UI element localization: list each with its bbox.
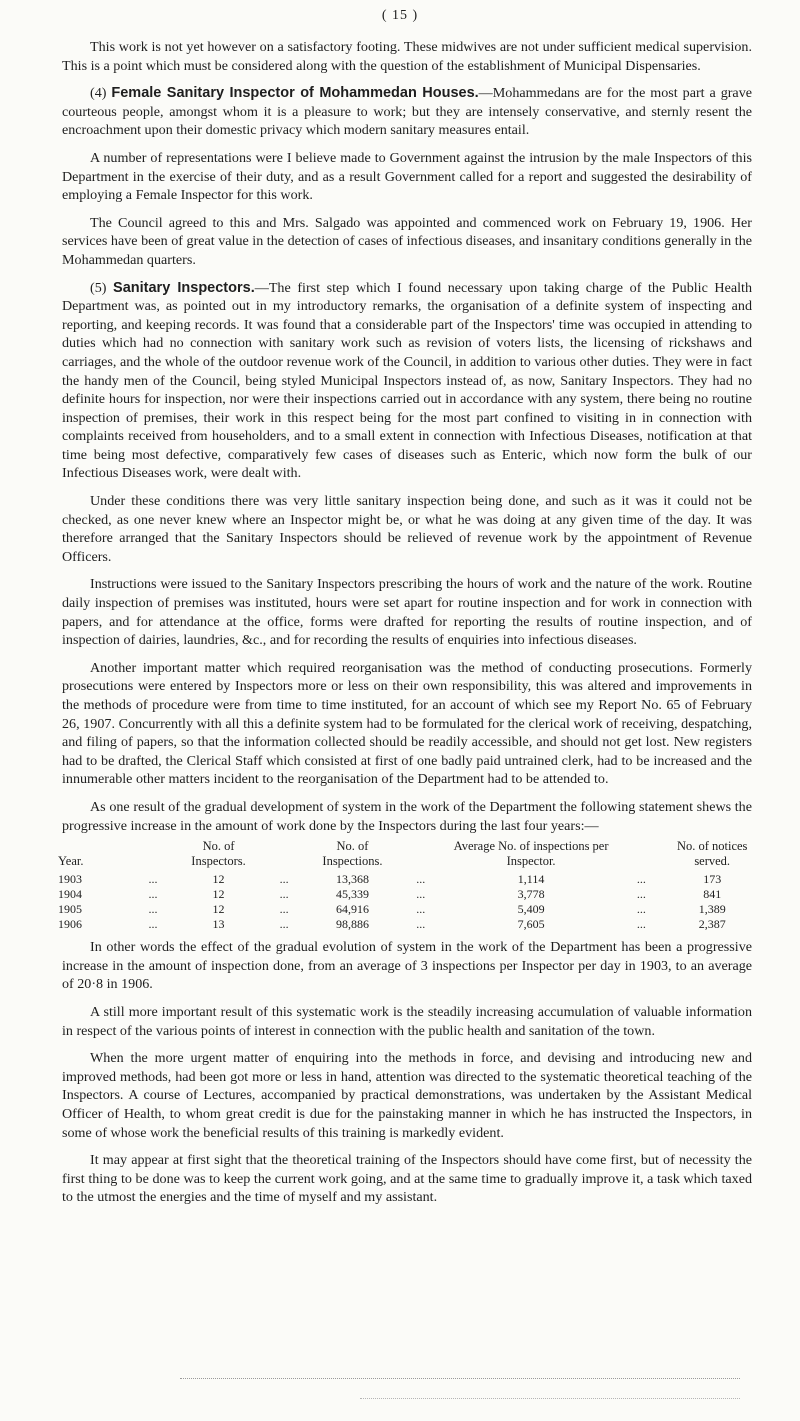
section-number: (5) bbox=[90, 279, 107, 296]
col-inspectors: No. of Inspectors. bbox=[191, 839, 246, 869]
print-smudge bbox=[360, 1398, 740, 1400]
section-number: (4) bbox=[90, 85, 107, 102]
cell-average: 1,114 bbox=[517, 872, 545, 887]
table-row bbox=[58, 917, 758, 932]
col-notices: No. of notices served. bbox=[676, 839, 748, 869]
cell-average: 5,409 bbox=[517, 902, 545, 917]
cell-year: 1906 bbox=[58, 917, 82, 932]
paragraph: The Council agreed to this and Mrs. Salgado was appointed and commenced work on February 19, 1906. Her services have been of great value in the detection of cases of infectious diseases, and insanitary conditions generally in the Mohammedan quarters. bbox=[62, 214, 752, 268]
section-heading: Sanitary Inspectors. bbox=[113, 279, 255, 296]
paragraph: This work is not yet however on a satisfactory footing. These midwives are not under sufficient medical supervision. This is a point which must be considered along with the question of the establishment of Municipal Dispensaries. bbox=[62, 39, 752, 74]
cell-notices: 173 bbox=[703, 872, 722, 887]
print-smudge bbox=[180, 1378, 740, 1380]
cell-inspectors: 12 bbox=[212, 887, 225, 902]
cell-inspections: 45,339 bbox=[335, 887, 369, 902]
leader-dots: ... bbox=[636, 902, 646, 917]
cell-year: 1903 bbox=[58, 872, 82, 887]
page-number: ( 15 ) bbox=[381, 8, 419, 23]
cell-notices: 1,389 bbox=[698, 902, 726, 917]
section-text: —Mohammedans are for the most part a grave courteous people, amongst whom it is a pleasure to work; but they are intensely conservative, and sternly resent the encroachment upon their domestic privacy which modern sanitary measures entail. bbox=[62, 85, 752, 139]
section-4 bbox=[62, 84, 752, 140]
section-5 bbox=[62, 279, 752, 484]
leader-dots: ... bbox=[416, 902, 426, 917]
table-row bbox=[58, 902, 758, 917]
table-header-row bbox=[58, 839, 758, 872]
paragraph: Under these conditions there was very little sanitary inspection being done, and such as it was it could not be checked, as one never knew where an Inspector might be, or what he was doing at any given time of the day. It was therefore arranged that the Sanitary Inspectors should be relieved of revenue work by the appointment of Revenue Officers. bbox=[62, 493, 752, 565]
section-text: —The first step which I found necessary upon taking charge of the Public Health Department was, as pointed out in my introductory remarks, the organisation of a definite system of inspecting and reporting, and keeping records. It was found that a considerable part of the Inspectors' time was occupied in attending to duties which had no connection with sanitary work such as revision of voters lists, the licensing of rickshaws and carriages, and the whole of the outdoor revenue work of the Council, in addition to various other duties. They were in fact the handy men of the Council, being styled Municipal Inspectors instead of, as now, Sanitary Inspectors. They had no definite hours for inspection, nor were their inspections carried out in accordance with any system, there being no routine inspection of premises, their work in this respect being for the most part confined to visiting in in connection with complaints received from householders, and to a small extent in connection with Infectious Diseases, notification at that time being most defective, comparatively few cases of diseases such as Enteric, which now form the bulk of our Infectious Diseases work, were dealt with. bbox=[62, 279, 752, 482]
col-inspections: No. of Inspections. bbox=[322, 839, 383, 869]
cell-notices: 841 bbox=[703, 887, 722, 902]
cell-notices: 2,387 bbox=[698, 917, 726, 932]
paragraph: When the more urgent matter of enquiring into the methods in force, and devising and introducing new and improved methods, had been got more or less in hand, attention was directed to the systematic theoretical teaching of the Inspectors. A course of Lectures, accompanied by practical demonstrations, was undertaken by the Assistant Medical Officer of Health, to whom great credit is due for the painstaking manner in which he has instructed the Inspectors, in some of whose work the beneficial results of this training is markedly evident. bbox=[62, 1050, 752, 1141]
cell-inspectors: 12 bbox=[212, 872, 225, 887]
paragraph: Instructions were issued to the Sanitary Inspectors prescribing the hours of work and the nature of the work. Routine daily inspection of premises was instituted, hours were set apart for routine inspection and for work in connection with papers, and for attendance at the office, forms were drafted for reporting the results of routine inspection, and of inspection of dairies, laundries, &c., and for recording the results of enquiries into infectious diseases. bbox=[62, 576, 752, 649]
leader-dots: ... bbox=[148, 887, 158, 902]
inspections-table bbox=[58, 839, 758, 932]
cell-inspectors: 12 bbox=[212, 902, 225, 917]
paragraph: A still more important result of this systematic work is the steadily increasing accumulation of valuable information in respect of the various points of interest in connection with the public health and sanitation of the town. bbox=[62, 1003, 752, 1039]
paragraph: Another important matter which required reorganisation was the method of conducting prosecutions. Formerly prosecutions were entered by Inspectors more or less on their own responsibility, this was altered and improvements in the methods of procedure were from time to time instituted, for an account of which see my Report No. 65 of February 26, 1907. Concurrently with all this a definite system had to be formulated for the clerical work of receiving, despatching, and filing of papers, so that the information collected should be readily accessible, and should not get lost. New registers had to be drafted, the Clerical Staff which consisted at first of one badly paid untrained clerk, had to be increased and the innumerable other matters incident to the reorganisation of the Department had to be attended to. bbox=[62, 659, 752, 788]
paragraph: A number of representations were I believe made to Government against the intrusion by the male Inspectors of this Department in the exercise of their duty, and as a result Government called for a report and suggested the desirability of employing a Female Inspector for this work. bbox=[62, 149, 752, 204]
cell-year: 1905 bbox=[58, 902, 82, 917]
leader-dots: ... bbox=[279, 902, 289, 917]
cell-year: 1904 bbox=[58, 887, 82, 902]
col-average: Average No. of inspections per Inspector. bbox=[453, 839, 609, 869]
leader-dots: ... bbox=[636, 917, 646, 932]
leader-dots: ... bbox=[279, 917, 289, 932]
paragraph: As one result of the gradual development of system in the work of the Department the following statement shews the progressive increase in the amount of work done by the Inspectors during the last four years:— bbox=[62, 798, 752, 834]
leader-dots: ... bbox=[636, 872, 646, 887]
cell-average: 7,605 bbox=[517, 917, 545, 932]
leader-dots: ... bbox=[416, 872, 426, 887]
cell-inspections: 13,368 bbox=[335, 872, 369, 887]
section-heading: Female Sanitary Inspector of Mohammedan Houses. bbox=[111, 85, 479, 102]
leader-dots: ... bbox=[416, 887, 426, 902]
paragraph: It may appear at first sight that the theoretical training of the Inspectors should have come first, but of necessity the first thing to be done was to keep the current work going, and at the same time to gradually improve it, a task which taxed to the utmost the energies and the time of myself and my assistant. bbox=[62, 1152, 752, 1206]
cell-inspectors: 13 bbox=[212, 917, 225, 932]
leader-dots: ... bbox=[279, 887, 289, 902]
paragraph: In other words the effect of the gradual evolution of system in the work of the Department has been a progressive increase in the amount of inspection done, from an average of 3 inspections per Inspector per day in 1903, to an average of 20·8 in 1906. bbox=[62, 939, 752, 993]
leader-dots: ... bbox=[148, 902, 158, 917]
cell-inspections: 98,886 bbox=[335, 917, 369, 932]
document-body bbox=[58, 38, 752, 1216]
leader-dots: ... bbox=[148, 872, 158, 887]
leader-dots: ... bbox=[148, 917, 158, 932]
leader-dots: ... bbox=[416, 917, 426, 932]
table-row bbox=[58, 887, 758, 902]
table-row bbox=[58, 872, 758, 887]
leader-dots: ... bbox=[279, 872, 289, 887]
leader-dots: ... bbox=[636, 887, 646, 902]
col-year: Year. bbox=[58, 854, 84, 869]
cell-average: 3,778 bbox=[517, 887, 545, 902]
cell-inspections: 64,916 bbox=[335, 902, 369, 917]
